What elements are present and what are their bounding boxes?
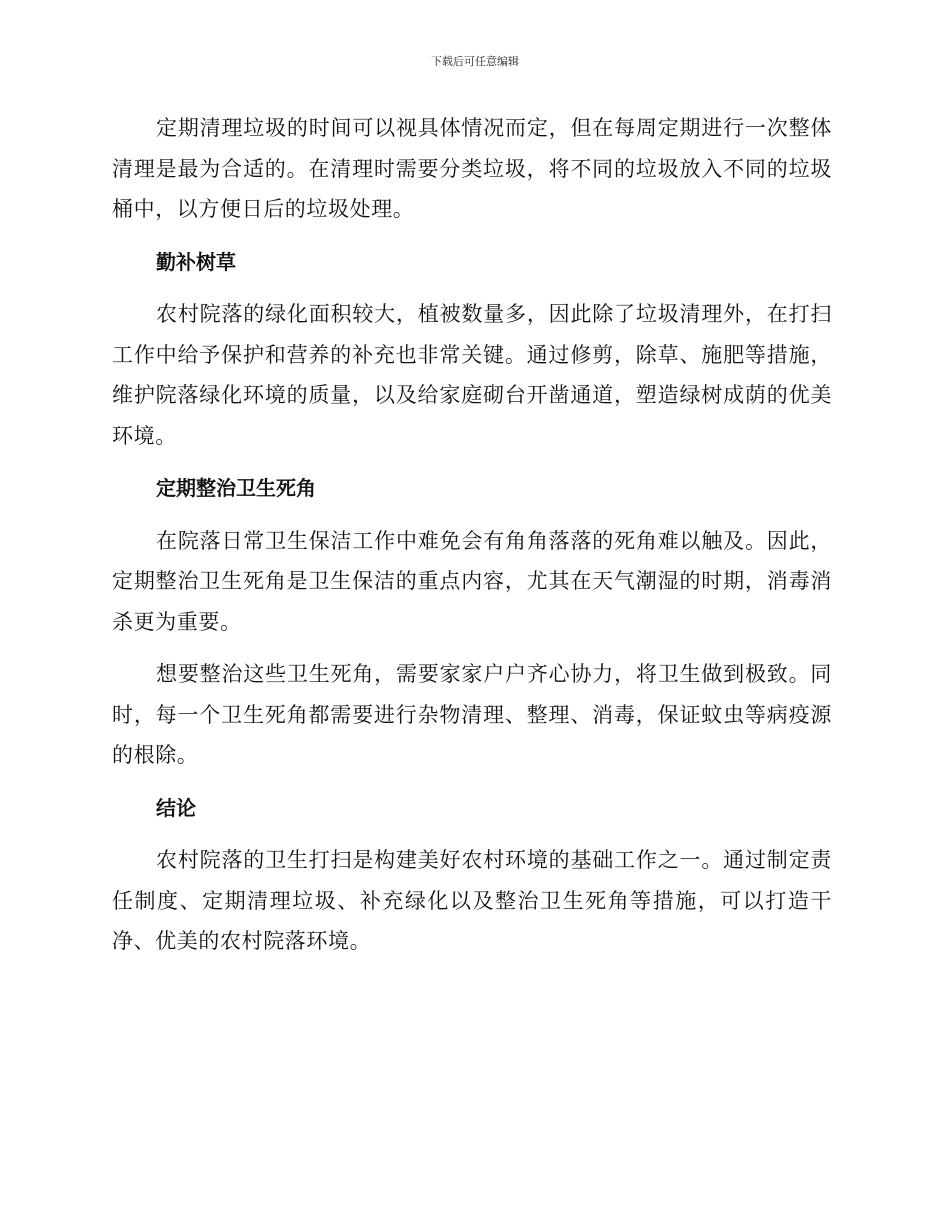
document-body — [112, 108, 832, 974]
heading-conclusion: 结论 — [156, 795, 196, 820]
heading-greenery: 勤补树草 — [156, 249, 236, 274]
heading-dead-corners: 定期整治卫生死角 — [156, 476, 316, 500]
page-header: 下载后可任意编辑 — [431, 55, 519, 68]
paragraph-dead-corners-2: 想要整治这些卫生死角，需要家家户户齐心协力，将卫生做到极致。同时，每一个卫生死角都需要进行杂物清理、整理、消毒，保证蚊虫等病疫源的根除。 — [112, 662, 832, 767]
paragraph-conclusion: 农村院落的卫生打扫是构建美好农村环境的基础工作之一。通过制定责任制度、定期清理垃圾、补充绿化以及整治卫生死角等措施，可以打造干净、优美的农村院落环境。 — [112, 848, 832, 953]
paragraph-dead-corners-1: 在院落日常卫生保洁工作中难免会有角角落落的死角难以触及。因此，定期整治卫生死角是卫生保洁的重点内容，尤其在天气潮湿的时期，消毒消杀更为重要。 — [112, 528, 832, 634]
paragraph-greenery: 农村院落的绿化面积较大，植被数量多，因此除了垃圾清理外，在打扫工作中给予保护和营养的补充也非常关键。通过修剪，除草、施肥等措施，维护院落绿化环境的质量，以及给家庭砌台开凿通道，塑造绿树成荫的优美环境。 — [112, 302, 832, 448]
paragraph-garbage-cleanup: 定期清理垃圾的时间可以视具体情况而定，但在每周定期进行一次整体清理是最为合适的。在清理时需要分类垃圾，将不同的垃圾放入不同的垃圾桶中，以方便日后的垃圾处理。 — [112, 116, 832, 221]
